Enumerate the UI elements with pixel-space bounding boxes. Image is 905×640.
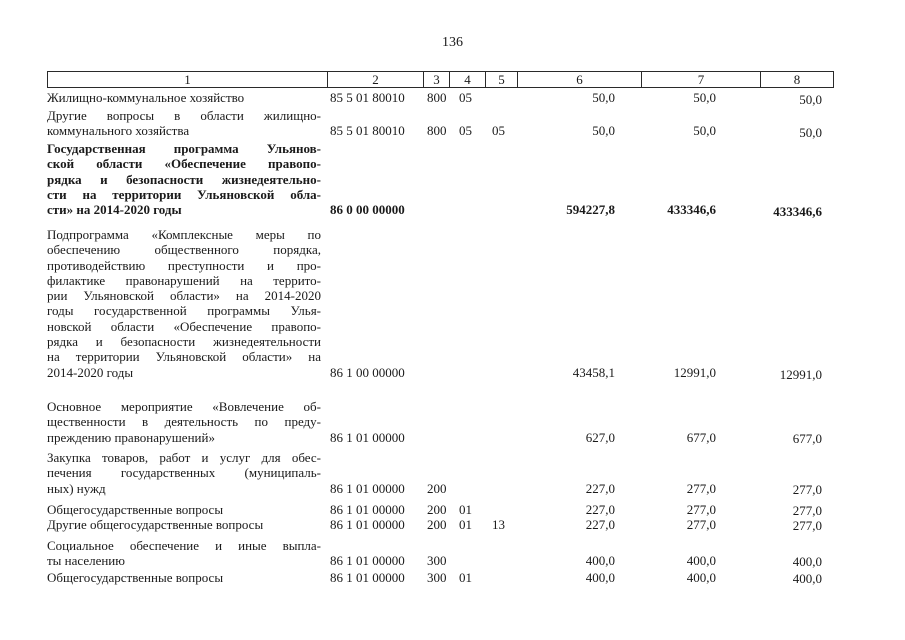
description-line: 2014-2020 годы (47, 364, 134, 380)
cell-code: 85 5 01 80010 (330, 123, 405, 139)
row-description (47, 517, 321, 532)
description-line: Общегосударственные вопросы (47, 502, 224, 517)
table-header (47, 71, 833, 89)
cell-rz: 01 (459, 570, 472, 585)
description-line: Основное мероприятие «Вовлечение об- (47, 399, 321, 414)
cell-v7: 277,0 (686, 502, 716, 517)
description-line: на территории Ульяновской области» на (47, 349, 321, 365)
cell-v7: 277,0 (686, 517, 716, 532)
cell-v6: 227,0 (585, 502, 615, 517)
description-line: Государственная программа Ульянов- (47, 141, 321, 156)
cell-v7: 50,0 (693, 123, 716, 139)
description-line: ты населению (47, 553, 125, 569)
cell-code: 86 1 00 00000 (330, 364, 405, 380)
cell-vr: 200 (427, 502, 447, 517)
cell-code: 86 1 01 00000 (330, 480, 405, 496)
description-line: Другие общегосударственные вопросы (47, 517, 264, 532)
cell-v7: 433346,6 (667, 202, 716, 218)
cell-v6: 400,0 (585, 553, 615, 569)
cell-v6: 227,0 (585, 517, 615, 532)
header-col-6: 6 (517, 71, 642, 88)
cell-pr: 05 (492, 123, 505, 139)
description-line: сти» на 2014-2020 годы (47, 202, 182, 218)
description-line: филактике правонарушений на террито- (47, 272, 321, 288)
cell-code: 86 1 01 00000 (330, 570, 405, 585)
description-line: Жилищно-коммунальное хозяйство (47, 90, 245, 105)
cell-code: 86 1 01 00000 (330, 517, 405, 532)
row-description (47, 538, 321, 569)
cell-v7: 277,0 (686, 480, 716, 496)
cell-vr: 200 (427, 517, 447, 532)
cell-v8: 277,0 (792, 503, 822, 518)
description-line: печения государственных (муниципаль- (47, 465, 321, 481)
row-description (47, 450, 321, 496)
description-line: рядка и безопасности жизнедеятельности (47, 334, 321, 350)
cell-vr: 200 (427, 480, 447, 496)
cell-v6: 627,0 (585, 429, 615, 445)
cell-v6: 227,0 (585, 480, 615, 496)
cell-v8: 12991,0 (779, 366, 822, 382)
cell-code: 86 1 01 00000 (330, 502, 405, 517)
cell-v6: 50,0 (592, 123, 615, 139)
cell-v8: 400,0 (792, 571, 822, 586)
cell-v8: 50,0 (799, 92, 822, 107)
description-line: Другие вопросы в области жилищно- (47, 108, 321, 123)
header-col-2: 2 (327, 71, 424, 88)
cell-v8: 277,0 (792, 481, 822, 497)
header-col-7: 7 (641, 71, 761, 88)
cell-v6: 594227,8 (566, 202, 615, 218)
cell-v6: 50,0 (592, 90, 615, 105)
cell-v8: 277,0 (792, 518, 822, 533)
row-description (47, 570, 321, 585)
cell-v7: 677,0 (686, 429, 716, 445)
description-line: ской области «Обеспечение правопо- (47, 156, 321, 172)
header-col-8: 8 (760, 71, 834, 88)
cell-vr: 800 (427, 90, 447, 105)
cell-rz: 01 (459, 517, 472, 532)
row-description (47, 141, 321, 217)
row-description (47, 227, 321, 380)
row-description (47, 502, 321, 517)
header-col-5: 5 (485, 71, 518, 88)
description-line: Общегосударственные вопросы (47, 570, 224, 585)
cell-vr: 300 (427, 553, 447, 569)
row-description (47, 90, 321, 105)
description-line: годы государственной программы Улья- (47, 303, 321, 319)
cell-code: 86 0 00 00000 (330, 202, 405, 218)
description-line: ных) нужд (47, 480, 106, 496)
description-line: сти на территории Ульяновской обла- (47, 186, 321, 202)
description-line: Социальное обеспечение и иные выпла- (47, 538, 321, 553)
description-line: коммунального хозяйства (47, 123, 190, 139)
description-line: Закупка товаров, работ и услуг для обес- (47, 450, 321, 465)
cell-v7: 400,0 (686, 570, 716, 585)
cell-code: 86 1 01 00000 (330, 553, 405, 569)
cell-code: 86 1 01 00000 (330, 429, 405, 445)
header-col-4: 4 (449, 71, 486, 88)
cell-rz: 01 (459, 502, 472, 517)
header-col-1: 1 (47, 71, 328, 88)
row-description (47, 399, 321, 445)
description-line: преждению правонарушений» (47, 429, 215, 445)
cell-v7: 50,0 (693, 90, 716, 105)
cell-rz: 05 (459, 123, 472, 139)
page-number: 136 (442, 35, 463, 50)
description-line: противодействию преступности и про- (47, 257, 321, 273)
description-line: рии Ульяновской области» на 2014-2020 (47, 288, 321, 304)
header-col-3: 3 (423, 71, 450, 88)
description-line: Подпрограмма «Комплексные меры по (47, 227, 321, 242)
cell-v7: 12991,0 (673, 364, 716, 380)
row-description (47, 108, 321, 139)
cell-v6: 400,0 (585, 570, 615, 585)
cell-vr: 800 (427, 123, 447, 139)
cell-v7: 400,0 (686, 553, 716, 569)
description-line: рядка и безопасности жизнедеятельно- (47, 171, 321, 187)
cell-code: 85 5 01 80010 (330, 90, 405, 105)
description-line: новской области «Обеспечение правопо- (47, 318, 321, 334)
cell-rz: 05 (459, 90, 472, 105)
cell-pr: 13 (492, 517, 505, 532)
cell-v8: 433346,6 (773, 204, 822, 220)
description-line: обеспечению общественного порядка, (47, 242, 321, 258)
cell-v8: 677,0 (792, 430, 822, 446)
cell-v8: 400,0 (792, 554, 822, 570)
description-line: щественности в деятельность по преду- (47, 414, 321, 430)
cell-v6: 43458,1 (572, 364, 615, 380)
cell-v8: 50,0 (799, 125, 822, 141)
cell-vr: 300 (427, 570, 447, 585)
